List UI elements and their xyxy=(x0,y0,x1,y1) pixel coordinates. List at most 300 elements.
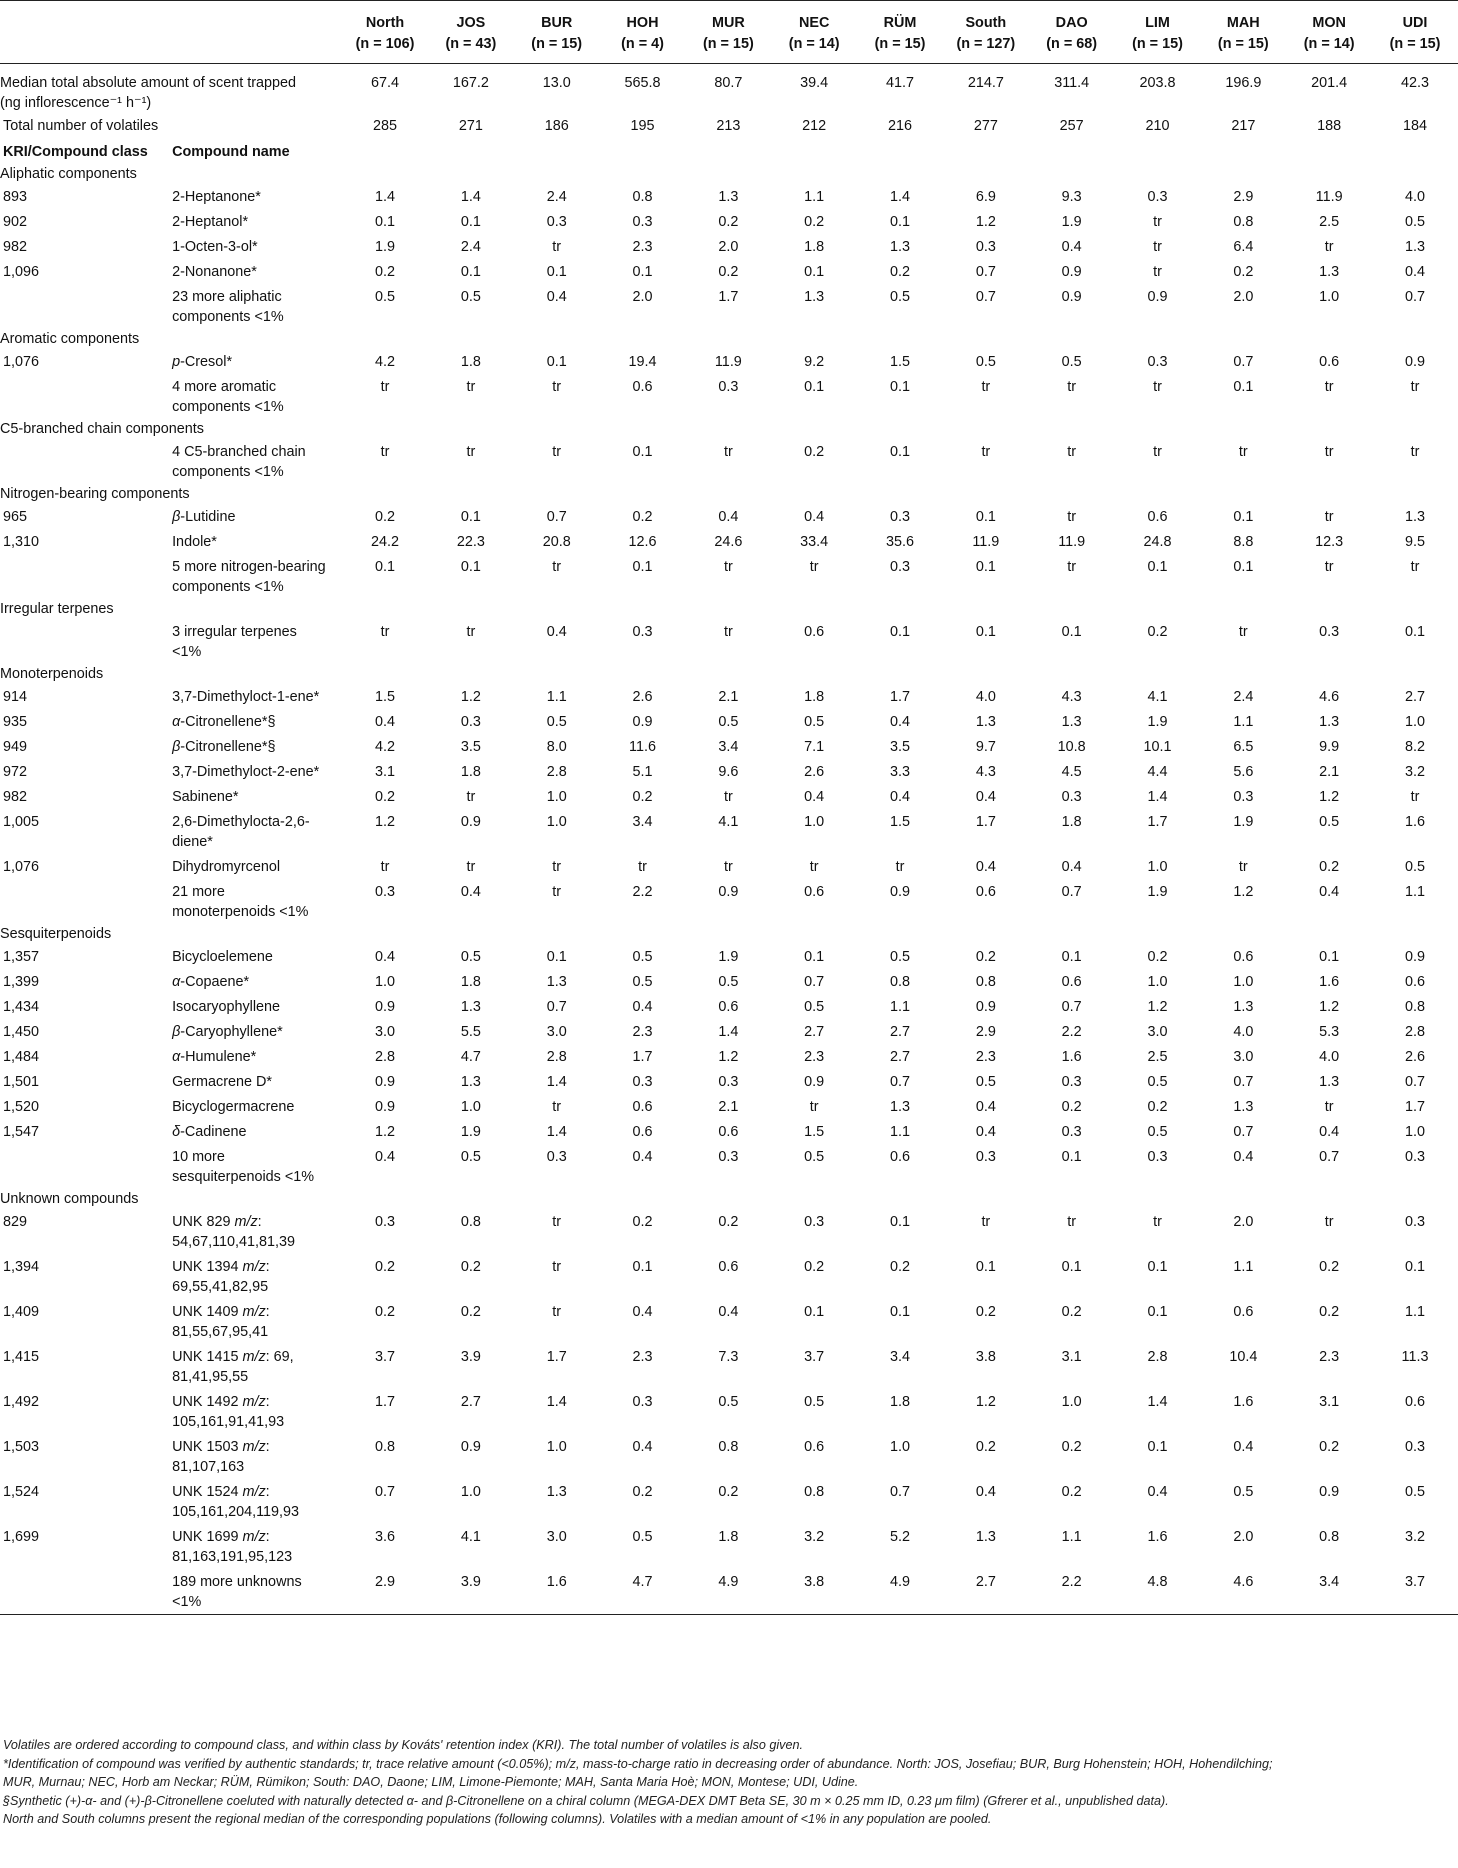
compound-row xyxy=(0,1119,1458,1144)
cell-value: 1.9 xyxy=(375,239,396,255)
cell-value: 0.7 xyxy=(804,974,825,990)
column-n: (n = 14) xyxy=(1303,36,1355,52)
cell-value: 1.3 xyxy=(890,239,911,255)
cell-value: 1.9 xyxy=(1147,714,1168,730)
cell-value: 4.1 xyxy=(460,1529,481,1545)
column-code: RÜM xyxy=(883,15,917,31)
cell-value: 2.0 xyxy=(1233,1214,1254,1230)
kri-value: 965 xyxy=(3,509,28,525)
cell-value: 0.8 xyxy=(632,189,653,205)
cell-value: 0.9 xyxy=(632,714,653,730)
cell-value: 1.9 xyxy=(718,949,739,965)
kri-value: 949 xyxy=(3,739,28,755)
cell-value: 1.8 xyxy=(1061,814,1082,830)
cell-value: tr xyxy=(895,859,905,875)
compound-name-line: 3,7-Dimethyloct-2-ene* xyxy=(172,764,320,780)
cell-value: 2.9 xyxy=(375,1574,396,1590)
compound-name xyxy=(172,1144,342,1189)
cell-value: 2.3 xyxy=(1319,1349,1340,1365)
cell-value: tr xyxy=(466,444,476,460)
compound-row xyxy=(0,854,1458,879)
cell-value: tr xyxy=(466,379,476,395)
cell-value: 0.1 xyxy=(890,1214,911,1230)
cell-value: 0.3 xyxy=(375,1214,396,1230)
compound-name xyxy=(172,1344,342,1389)
cell-value: 4.7 xyxy=(460,1049,481,1065)
compound-name-line: components <1% xyxy=(172,464,284,480)
kri-value: 1,501 xyxy=(3,1074,40,1090)
cell-value: 0.4 xyxy=(718,509,739,525)
cell-value: 11.9 xyxy=(1315,189,1343,205)
cell-value: 0.4 xyxy=(1405,264,1426,280)
compound-class-label: Irregular terpenes xyxy=(0,601,114,617)
cell-value: 0.2 xyxy=(460,1259,481,1275)
cell-value: 271 xyxy=(458,118,483,134)
cell-value: 3.8 xyxy=(804,1574,825,1590)
cell-value: 2.8 xyxy=(546,1049,567,1065)
compound-row xyxy=(0,234,1458,259)
compound-name-line: components <1% xyxy=(172,579,284,595)
cell-value: 4.0 xyxy=(975,689,996,705)
cell-value: 1.0 xyxy=(375,974,396,990)
cell-value: 0.1 xyxy=(460,509,481,525)
compound-name-line: UNK 1409 m/z: xyxy=(172,1304,270,1320)
column-header-bur xyxy=(514,1,600,64)
cell-value: 0.1 xyxy=(890,444,911,460)
compound-name xyxy=(172,1479,342,1524)
cell-value: tr xyxy=(638,859,647,875)
compound-name xyxy=(172,209,342,234)
compound-class-label: Nitrogen-bearing components xyxy=(0,486,190,502)
cell-value: 0.4 xyxy=(975,859,996,875)
cell-value: 12.6 xyxy=(628,534,657,550)
cell-value: 0.3 xyxy=(1147,189,1168,205)
cell-value: 0.3 xyxy=(804,1214,825,1230)
cell-value: 12.3 xyxy=(1315,534,1344,550)
cell-value: 0.9 xyxy=(375,1074,396,1090)
cell-value: tr xyxy=(552,1214,562,1230)
cell-value: 1.0 xyxy=(460,1484,481,1500)
cell-value: 0.4 xyxy=(375,714,396,730)
cell-value: 35.6 xyxy=(886,534,915,550)
compound-name xyxy=(172,1524,342,1569)
cell-value: 1.4 xyxy=(546,1124,567,1140)
compound-row xyxy=(0,1144,1458,1189)
cell-value: 3.0 xyxy=(546,1024,567,1040)
cell-value: 0.2 xyxy=(718,214,739,230)
cell-value: tr xyxy=(1410,379,1420,395)
cell-value: 13.0 xyxy=(542,75,571,91)
cell-value: tr xyxy=(466,789,476,805)
column-header-lim xyxy=(1115,1,1201,64)
cell-value: 0.5 xyxy=(718,714,739,730)
compound-row xyxy=(0,619,1458,664)
cell-value: 0.1 xyxy=(460,559,481,575)
cell-value: 11.9 xyxy=(714,354,742,370)
cell-value: 0.3 xyxy=(375,884,396,900)
compound-row xyxy=(0,1299,1458,1344)
cell-value: 0.3 xyxy=(460,714,481,730)
cell-value: 0.7 xyxy=(975,264,996,280)
compound-name-line: UNK 1699 m/z: xyxy=(172,1529,270,1545)
cell-value: tr xyxy=(1324,559,1334,575)
kri-value: 1,005 xyxy=(3,814,40,830)
kri-value: 1,076 xyxy=(3,354,40,370)
cell-value: 1.0 xyxy=(890,1439,911,1455)
compound-name-line: UNK 1394 m/z: xyxy=(172,1259,270,1275)
kri-value: 982 xyxy=(3,239,28,255)
kri-value: 1,503 xyxy=(3,1439,40,1455)
cell-value: 10.4 xyxy=(1229,1349,1258,1365)
cell-value: 0.1 xyxy=(804,1304,825,1320)
cell-value: 0.3 xyxy=(890,509,911,525)
compound-name-line: Bicyclogermacrene xyxy=(172,1099,295,1115)
cell-value: 0.5 xyxy=(804,714,825,730)
cell-value: 0.1 xyxy=(1061,1259,1082,1275)
compound-name-line: 2-Nonanone* xyxy=(172,264,257,280)
cell-value: 0.6 xyxy=(804,884,825,900)
kri-value: 972 xyxy=(3,764,28,780)
cell-value: 1.8 xyxy=(460,764,481,780)
cell-value: 3.4 xyxy=(632,814,653,830)
cell-value: 0.1 xyxy=(975,559,996,575)
compound-row xyxy=(0,944,1458,969)
cell-value: 1.6 xyxy=(1319,974,1340,990)
footnote: Volatiles are ordered according to compound class, and within class by Kováts' retention index (KRI). The total number of volatiles is also given. xyxy=(3,1738,803,1752)
cell-value: 1.2 xyxy=(1319,999,1340,1015)
empty-cell xyxy=(943,138,1029,164)
cell-value: 0.2 xyxy=(1319,1304,1340,1320)
kri-value: 982 xyxy=(3,789,28,805)
cell-value: 0.2 xyxy=(1061,1099,1082,1115)
column-code: MAH xyxy=(1226,15,1260,31)
compound-name-line: 81,163,191,95,123 xyxy=(172,1549,293,1565)
cell-value: tr xyxy=(809,559,819,575)
cell-value: 80.7 xyxy=(714,75,743,91)
cell-value: 2.4 xyxy=(546,189,567,205)
cell-value: tr xyxy=(1067,559,1077,575)
kri-value xyxy=(0,284,172,329)
cell-value: tr xyxy=(723,859,733,875)
column-header-rüm xyxy=(857,1,943,64)
kri-value: 893 xyxy=(3,189,28,205)
kri-value: 1,357 xyxy=(3,949,40,965)
cell-value: 2.2 xyxy=(1061,1024,1082,1040)
cell-value: 0.4 xyxy=(804,789,825,805)
cell-value: 0.8 xyxy=(460,1214,481,1230)
total-volatiles-label: Total number of volatiles xyxy=(3,118,159,134)
cell-value: 0.4 xyxy=(375,1149,396,1165)
cell-value: 0.3 xyxy=(632,1394,653,1410)
cell-value: 1.7 xyxy=(546,1349,567,1365)
cell-value: 2.3 xyxy=(632,239,653,255)
cell-value: 0.1 xyxy=(890,1304,911,1320)
cell-value: 0.4 xyxy=(1061,239,1082,255)
cell-value: 0.4 xyxy=(632,1304,653,1320)
cell-value: 0.7 xyxy=(1061,999,1082,1015)
cell-value: 0.6 xyxy=(804,624,825,640)
cell-value: 1.0 xyxy=(804,814,825,830)
cell-value: 0.8 xyxy=(975,974,996,990)
compound-row xyxy=(0,1479,1458,1524)
column-code: UDI xyxy=(1402,15,1428,31)
kri-value xyxy=(0,439,172,484)
cell-value: 1.6 xyxy=(1233,1394,1254,1410)
cell-value: 3.1 xyxy=(1061,1349,1082,1365)
cell-value: 0.7 xyxy=(1233,354,1254,370)
cell-value: 0.5 xyxy=(804,1394,825,1410)
cell-value: 0.6 xyxy=(890,1149,911,1165)
cell-value: 1.1 xyxy=(546,689,567,705)
cell-value: 0.1 xyxy=(460,214,481,230)
cell-value: 0.5 xyxy=(632,949,653,965)
cell-value: 1.0 xyxy=(1405,1124,1426,1140)
empty-cell xyxy=(771,138,857,164)
cell-value: 167.2 xyxy=(452,75,489,91)
cell-value: tr xyxy=(380,624,390,640)
cell-value: 10.1 xyxy=(1143,739,1172,755)
compound-row xyxy=(0,1434,1458,1479)
cell-value: 1.8 xyxy=(804,689,825,705)
cell-value: tr xyxy=(1153,214,1162,230)
cell-value: 0.5 xyxy=(890,949,911,965)
kri-value: 935 xyxy=(3,714,28,730)
cell-value: 2.5 xyxy=(1319,214,1340,230)
cell-value: 0.5 xyxy=(632,974,653,990)
cell-value: 0.7 xyxy=(890,1484,911,1500)
cell-value: tr xyxy=(380,379,390,395)
cell-value: 0.1 xyxy=(890,624,911,640)
cell-value: 0.3 xyxy=(975,239,996,255)
cell-value: 0.1 xyxy=(890,379,911,395)
cell-value: 0.9 xyxy=(975,999,996,1015)
cell-value: 0.3 xyxy=(718,379,739,395)
cell-value: 3.2 xyxy=(1405,764,1426,780)
cell-value: 1.4 xyxy=(546,1394,567,1410)
cell-value: 0.2 xyxy=(804,444,825,460)
cell-value: tr xyxy=(380,444,390,460)
cell-value: 0.1 xyxy=(1233,559,1254,575)
cell-value: 0.9 xyxy=(460,814,481,830)
cell-value: 0.4 xyxy=(718,1304,739,1320)
cell-value: 4.2 xyxy=(375,354,396,370)
cell-value: 0.5 xyxy=(804,1149,825,1165)
empty-cell xyxy=(1200,138,1286,164)
cell-value: 1.3 xyxy=(975,1529,996,1545)
cell-value: tr xyxy=(1153,1214,1162,1230)
kri-value: 1,434 xyxy=(3,999,40,1015)
cell-value: 1.3 xyxy=(460,999,481,1015)
compound-class-label: Sesquiterpenoids xyxy=(0,926,112,942)
cell-value: 33.4 xyxy=(800,534,829,550)
cell-value: 0.4 xyxy=(546,289,567,305)
column-n: (n = 4) xyxy=(621,36,664,52)
cell-value: 0.6 xyxy=(718,999,739,1015)
compound-name xyxy=(172,234,342,259)
cell-value: 8.2 xyxy=(1405,739,1426,755)
compound-name-line: β-Caryophyllene* xyxy=(172,1024,283,1040)
kri-value: 1,415 xyxy=(3,1349,40,1365)
cell-value: 1.0 xyxy=(546,814,567,830)
cell-value: 0.5 xyxy=(460,1149,481,1165)
empty-cell xyxy=(685,138,771,164)
cell-value: tr xyxy=(723,444,733,460)
header-blank xyxy=(172,1,342,64)
cell-value: 3.5 xyxy=(890,739,911,755)
cell-value: 3.0 xyxy=(375,1024,396,1040)
compound-name xyxy=(172,1069,342,1094)
compound-name-line: sesquiterpenoids <1% xyxy=(172,1169,315,1185)
cell-value: 67.4 xyxy=(371,75,400,91)
cell-value: 1.2 xyxy=(975,214,996,230)
column-n: (n = 43) xyxy=(445,36,497,52)
cell-value: 1.1 xyxy=(1405,1304,1426,1320)
cell-value: 188 xyxy=(1317,118,1342,134)
cell-value: 0.6 xyxy=(1061,974,1082,990)
compound-name xyxy=(172,879,342,924)
kri-value: 1,450 xyxy=(3,1024,40,1040)
cell-value: 3.5 xyxy=(460,739,481,755)
column-header-jos xyxy=(428,1,514,64)
cell-value: 0.4 xyxy=(632,1439,653,1455)
cell-value: 0.1 xyxy=(975,1259,996,1275)
column-n: (n = 15) xyxy=(1217,36,1269,52)
cell-value: 1.4 xyxy=(890,189,911,205)
cell-value: tr xyxy=(1153,264,1162,280)
compound-name-line: components <1% xyxy=(172,399,284,415)
column-code: NEC xyxy=(798,15,830,31)
cell-value: 1.3 xyxy=(1319,264,1340,280)
cell-value: 2.6 xyxy=(632,689,653,705)
compound-name-line: 2-Heptanone* xyxy=(172,189,261,205)
cell-value: 1.0 xyxy=(1405,714,1426,730)
cell-value: 1.9 xyxy=(1061,214,1082,230)
cell-value: 0.1 xyxy=(1061,949,1082,965)
kri-value: 1,520 xyxy=(3,1099,40,1115)
column-n: (n = 15) xyxy=(874,36,926,52)
compound-row xyxy=(0,1094,1458,1119)
cell-value: 216 xyxy=(888,118,913,134)
cell-value: tr xyxy=(1238,624,1248,640)
kri-value xyxy=(0,1144,172,1189)
compound-name-line: Dihydromyrcenol xyxy=(172,859,281,875)
cell-value: 0.6 xyxy=(1233,1304,1254,1320)
cell-value: 210 xyxy=(1145,118,1170,134)
cell-value: 3.7 xyxy=(1405,1574,1426,1590)
cell-value: 0.5 xyxy=(1405,1484,1426,1500)
class-row xyxy=(0,1189,1458,1209)
cell-value: tr xyxy=(1324,444,1334,460)
class-row xyxy=(0,599,1458,619)
column-code: DAO xyxy=(1055,15,1088,31)
compound-name-line: 4 more aromatic xyxy=(172,379,277,395)
cell-value: 0.2 xyxy=(890,1259,911,1275)
column-n: (n = 127) xyxy=(956,36,1016,52)
cell-value: 0.4 xyxy=(632,1149,653,1165)
cell-value: 0.5 xyxy=(718,1394,739,1410)
cell-value: 1.6 xyxy=(1147,1529,1168,1545)
column-header-north xyxy=(342,1,428,64)
cell-value: 0.8 xyxy=(718,1439,739,1455)
cell-value: 1.1 xyxy=(890,1124,911,1140)
compound-name xyxy=(172,1569,342,1615)
kri-class-heading: KRI/Compound class xyxy=(3,144,148,160)
cell-value: tr xyxy=(1324,509,1334,525)
cell-value: 0.7 xyxy=(1405,1074,1426,1090)
cell-value: 0.6 xyxy=(1233,949,1254,965)
cell-value: 0.3 xyxy=(718,1149,739,1165)
cell-value: 1.3 xyxy=(804,289,825,305)
cell-value: 2.8 xyxy=(375,1049,396,1065)
cell-value: 0.2 xyxy=(1147,949,1168,965)
cell-value: 1.2 xyxy=(1147,999,1168,1015)
cell-value: 3.0 xyxy=(1147,1024,1168,1040)
cell-value: 3.9 xyxy=(460,1574,481,1590)
cell-value: 1.4 xyxy=(546,1074,567,1090)
cell-value: 24.2 xyxy=(371,534,400,550)
cell-value: 2.4 xyxy=(460,239,481,255)
compound-name xyxy=(172,284,342,329)
cell-value: 1.5 xyxy=(375,689,396,705)
cell-value: 1.9 xyxy=(460,1124,481,1140)
cell-value: 565.8 xyxy=(624,75,661,91)
compound-row xyxy=(0,734,1458,759)
footnote: §Synthetic (+)-α- and (+)-β-Citronellene coeluted with naturally detected α- and β-Citronellene on a chiral column (MEGA-DEX DMT Beta SE, 30 m × 0.25 mm ID, 0.23 μm film) (Gfrerer et al., unpublished data). xyxy=(3,1793,1169,1808)
kri-value: 1,547 xyxy=(3,1124,40,1140)
cell-value: 2.6 xyxy=(1405,1049,1426,1065)
cell-value: 0.5 xyxy=(1405,859,1426,875)
column-header-mur xyxy=(685,1,771,64)
cell-value: tr xyxy=(1067,1214,1077,1230)
compound-row xyxy=(0,504,1458,529)
empty-cell xyxy=(1372,138,1458,164)
cell-value: 0.6 xyxy=(975,884,996,900)
cell-value: 11.6 xyxy=(629,739,656,755)
cell-value: 3.4 xyxy=(890,1349,911,1365)
cell-value: 0.2 xyxy=(375,1304,396,1320)
cell-value: 0.1 xyxy=(975,624,996,640)
kri-value xyxy=(0,554,172,599)
cell-value: 0.2 xyxy=(632,509,653,525)
cell-value: 4.0 xyxy=(1319,1049,1340,1065)
cell-value: tr xyxy=(1324,239,1334,255)
compound-name xyxy=(172,809,342,854)
compound-row xyxy=(0,709,1458,734)
cell-value: 2.7 xyxy=(1405,689,1426,705)
cell-value: 2.4 xyxy=(1233,689,1254,705)
column-n: (n = 106) xyxy=(355,36,415,52)
cell-value: tr xyxy=(552,559,562,575)
compound-name-line: 2-Heptanol* xyxy=(172,214,249,230)
column-header-south xyxy=(943,1,1029,64)
compound-name-line: UNK 1415 m/z: 69, xyxy=(172,1349,294,1365)
kri-value: 1,524 xyxy=(3,1484,40,1500)
cell-value: 2.8 xyxy=(1147,1349,1168,1365)
compound-name-line: 3 irregular terpenes xyxy=(172,624,297,640)
cell-value: 0.1 xyxy=(1147,1304,1168,1320)
cell-value: 0.2 xyxy=(1319,1259,1340,1275)
cell-value: 0.2 xyxy=(1233,264,1254,280)
compound-name-line: 105,161,204,119,93 xyxy=(172,1504,300,1520)
cell-value: 42.3 xyxy=(1401,75,1430,91)
header-row xyxy=(0,1,1458,64)
cell-value: 0.9 xyxy=(375,1099,396,1115)
empty-cell xyxy=(514,138,600,164)
cell-value: tr xyxy=(1410,789,1420,805)
column-n: (n = 68) xyxy=(1046,36,1098,52)
compound-row xyxy=(0,259,1458,284)
cell-value: 1.3 xyxy=(890,1099,911,1115)
